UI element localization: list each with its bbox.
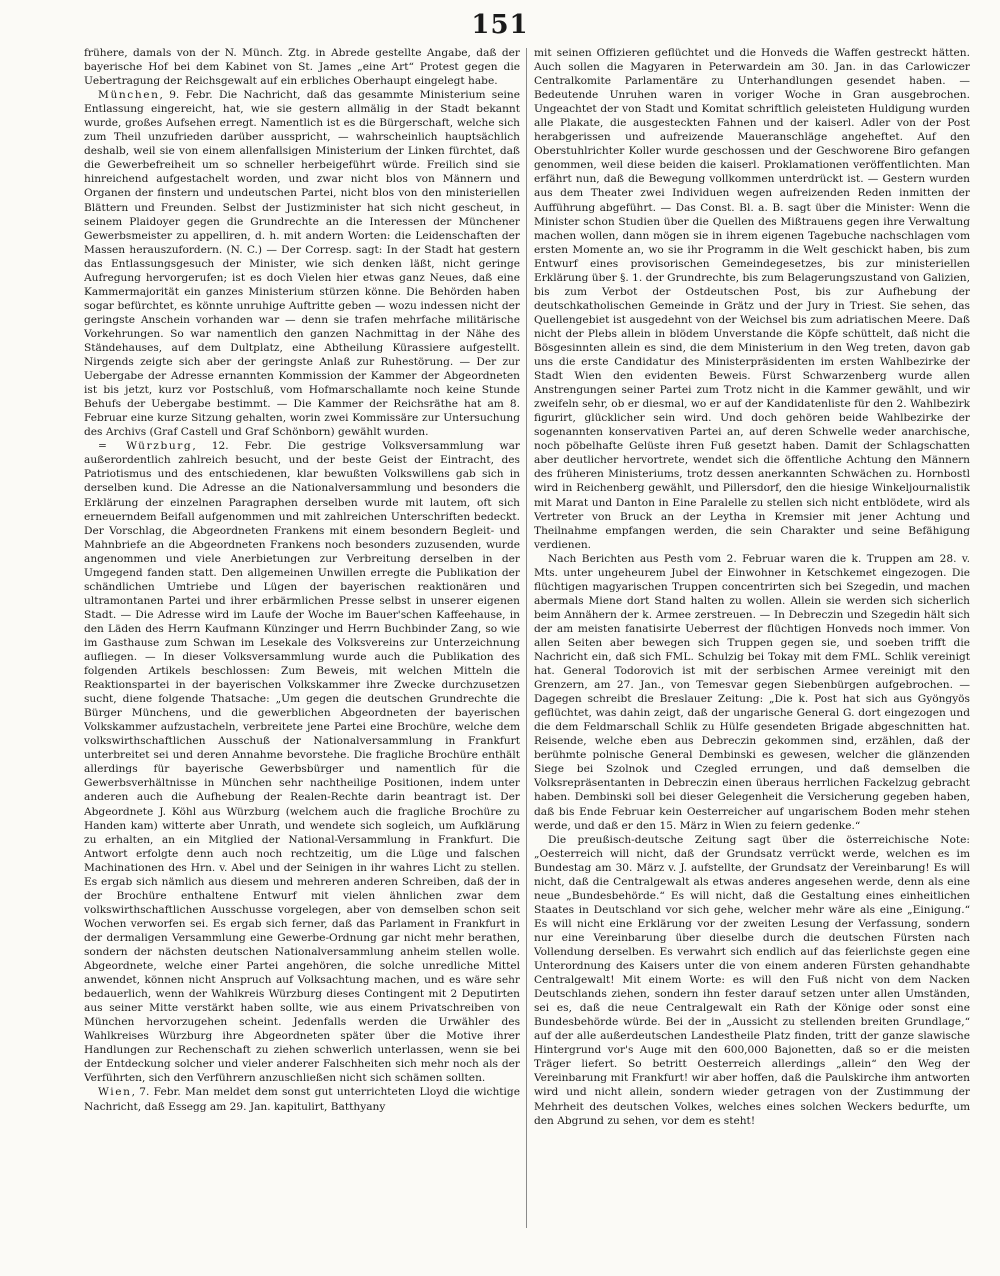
right-paragraph-2-text: Nach Berichten aus Pesth vom 2. Februar waren die k. Truppen am 28. v. Mts. unter ungeheurem Jubel der Einwohner in Ketschkemet eingezogen. Die flüchtigen magyarischen Truppen concentrirten sich bei Szegedin, und machen abermals Miene dort Stand halten zu wollen. Allein sie werden sich sicherlich beim Annähern der k. Armee zerstreuen. — In Debreczin und Szegedin hält sich der am meisten fanatisirte Ueberrest der flüchtigen Honveds noch immer. Von allen Seiten aber bewegen sich Truppen gegen sie, und soeben trifft die Nachricht ein, daß sich FML. Schulzig bei Tokay mit dem FML. Schlik vereinigt hat. General Todorovich ist mit der serbischen Armee vereinigt mit den Grenzern, am 27. Jan., von Temesvar gegen Siebenbürgen aufgebrochen. — Dagegen schreibt die Breslauer Zeitung: „Die k. Post hat sich aus Gyöngyös geflüchtet, was dahin zeigt, daß der ungarische General G. dort eingezogen und die dem Feldmarschall Schlik zu Hülfe gesendeten Brigade abgeschnitten hat. Reisende, welche eben aus Debreczin gekommen sind, erzählen, daß der berühmte polnische General Dembinski es gewesen, welcher die glänzenden Siege bei Szolnok und Czegled errungen, und daß demselben die Volksrepräsentanten in Debreczin einen überaus herrlichen Fackelzug gebracht haben. Dembinski soll bei dieser Gelegenheit die Versicherung gegeben haben, daß bis Ende Februar kein Oesterreicher auf ungarischem Boden mehr stehen werde, und daß er den 15. März in Wien zu feiern gedenke.“ <box>534 552 970 832</box>
right-paragraph-2 <box>534 552 970 833</box>
right-paragraph-3-text: Die preußisch-deutsche Zeitung sagt über die österreichische Note: „Oesterreich will nicht, daß der Grundsatz verrückt werde, welchen es im Bundestag am 30. März v. J. aufstellte, der Grundsatz der Vereinbarung! Es will nicht, daß die Centralgewalt als etwas anderes angesehen werde, denn als eine neue „Bundesbehörde.“ Es will nicht, daß die Gestaltung eines einheitlichen Staates in Deutschland vor sich gehe, welcher mehr wäre als eine „Einigung.“ Es will nicht eine Erklärung vor der zweiten Lesung der Verfassung, sondern nur eine Vereinbarung über dieselbe durch die deutschen Fürsten nach Vollendung derselben. Es verwahrt sich endlich auf das feierlichste gegen eine Unterordnung des Kaisers unter die von einem anderen Fürsten gehandhabte Centralgewalt! Mit einem Worte: es will den Fuß nicht von dem Nacken Deutschlands ziehen, sondern ihn fester darauf setzen unter allen Umständen, sei es, daß die neue Centralgewalt ein Rath der Könige oder sonst eine Bundesbehörde würde. Bei der in „Aussicht zu stellenden breiten Grundlage,“ auf der alle außerdeutschen Landestheile Platz finden, tritt der ganze slawische Hintergrund vor's Auge mit den 600,000 Bajonetten, daß so er die meisten Träger liefert. So betritt Oesterreich allerdings „allein“ den Weg der Vereinbarung mit Frankfurt! wir aber hoffen, daß die Paulskirche ihm antworten wird und nicht allein, sondern wieder getragen von der Zustimmung der Mehrheit des deutschen Volkes, welches eines solchen Weckers bedurfte, um den Abgrund zu sehen, vor dem es steht! <box>534 833 970 1127</box>
page-number: 151 <box>471 10 529 40</box>
left-column <box>84 46 520 1246</box>
dateline-place: = Würzburg <box>98 440 193 453</box>
right-paragraph-1-text: mit seinen Offizieren geflüchtet und die Honveds die Waffen gestreckt hätten. Auch sollen die Magyaren in Peterwardein am 30. Jan. in das Carlowiczer Centralkomite Parlamentäre zu Unterhandlungen gesendet haben. — Bedeutende Unruhen waren in voriger Woche in Gran ausgebrochen. Ungeachtet der von Stadt und Komitat schriftlich geleisteten Huldigung wurden alle Plakate, die ausgesteckten Fahnen und der kaiserl. Adler von der Post herabgerissen und aufreizende Maueranschläge angeheftet. Auf den Oberstuhlrichter Koller wurde geschossen und der Geschworene Biro gefangen genommen, weil diese beiden die kaiserl. Proklamationen veröffentlichten. Man erfährt nun, daß die Bewegung vollkommen unterdrückt ist. — Gestern wurden aus dem Theater zwei Individuen wegen aufreizenden Reden inmitten der Aufführung abgeführt. — Das Const. Bl. a. B. sagt über die Minister: Wenn die Minister schon Studien über die Quellen des Mißtrauens gegen ihre Verwaltung machen wollen, dann mögen sie in ihrem eigenen Tagebuche nachschlagen vom ersten Momente an, wo sie ihr Programm in die Welt geschickt haben, bis zum Entwurf eines provisorischen Gemeindegesetzes, bis zur ministeriellen Erklärung über §. 1. der Grundrechte, bis zum Belagerungszustand von Galizien, bis zum Verbot der Ostdeutschen Post, bis zur Aufhebung der deutschkatholischen Gemeinde in Grätz und der Jury in Triest. Sie sehen, das Quellengebiet ist ausgedehnt von der Weichsel bis zum adriatischen Meere. Daß nicht der Plebs allein in blödem Unverstande die Köpfe schüttelt, daß nicht die Bösgesinnten allein es sind, die dem Ministerium in den Weg treten, davon gab uns die erste Candidatur des Ministerpräsidenten im ersten Wahlbezirke der Stadt Wien den evidenten Beweis. Fürst Schwarzenberg wurde allen Anstrengungen seiner Partei zum Trotz nicht in die Kammer gewählt, und wir zweifeln sehr, ob er diesmal, wo er auf der Kandidatenliste für den 2. Wahlbezirk figurirt, glücklicher sein wird. Und doch gehören beide Wahlbezirke der sogenannten konservativen Partei an, auf deren Schwelle weder anarchische, noch pöbelhafte Gelüste ihren Fuß gesetzt haben. Damit der Schlagschatten aber deutlicher hervortrete, wendet sich die öffentliche Achtung den Männern des früheren Ministeriums, trotz dessen anerkannten Schwächen zu. Hornbostl wird in Reichenberg gewählt, und Pillersdorf, den die hiesige Winkeljournalistik mit Marat und Danton in Eine Paralelle zu stellen sich nicht entblödete, wird als Vertreter von Bruck an der Leytha in Kremsier mit jener Achtung und Theilnahme empfangen werden, die sein Charakter und seine Befähigung verdienen. <box>534 47 970 551</box>
left-paragraph-2 <box>84 88 520 439</box>
left-paragraph-4-text: , 7. Febr. Man meldet dem sonst gut unterrichteten Lloyd die wichtige Nachricht, daß Essegg am 29. Jan. kapitulirt, Batthyany <box>84 1086 520 1113</box>
dateline-place: Wien <box>98 1086 132 1099</box>
left-paragraph-1-text: frühere, damals von der N. Münch. Ztg. in Abrede gestellte Angabe, daß der bayerische Hof bei dem Kabinet von St. James „eine Art“ Protest gegen die Uebertragung der Reichsgewalt auf ein erbliches Oberhaupt eingelegt habe. <box>84 47 520 88</box>
left-paragraph-3-text: , 12. Febr. Die gestrige Volksversammlung war außerordentlich zahlreich besucht, und der beste Geist der Eintracht, des Patriotismus und des entschiedenen, klar bewußten Volkswillens gab sich in derselben kund. Die Adresse an die Nationalversammlung und besonders die Erklärung der einzelnen Paragraphen derselben wurde mit lautem, oft sich erneuerndem Beifall aufgenommen und mit zahlreichen Unterschriften bedeckt. Der Vorschlag, die Abgeordneten Frankens mit einem besondern Begleit- und Mahnbriefe an die Abgeordneten Frankens noch besonders zuzusenden, wurde angenommen und viele Anerbietungen zur Verbreitung derselben in der Umgegend fanden statt. Den allgemeinen Unwillen erregte die Publikation der schändlichen Umtriebe und Lügen der bayerischen reaktionären und ultramontanen Partei und ihrer erbärmlichen Presse selbst in unserer eigenen Stadt. — Die Adresse wird im Laufe der Woche im Bauer'schen Kaffeehause, in den Läden des Herrn Kaufmann Künzinger und Herrn Buchbinder Zang, so wie im Gasthause zum Schwan im Lesekale des Volksvereins zur Unterzeichnung aufliegen. — In dieser Volksversammlung wurde auch die Publikation des folgenden Artikels beschlossen: Zum Beweis, mit welchen Mitteln die Reaktionspartei in der bayerischen Volkskammer ihre Zwecke durchzusetzen sucht, diene folgende Thatsache: „Um gegen die deutschen Grundrechte die Bürger Münchens, und die gewerblichen Abgeordneten der bayerischen Volkskammer aufzustacheln, verbreitete jene Partei eine Brochüre, welche dem volkswirthschaftlichen Ausschuß der Nationalversammlung in Frankfurt unterbreitet sei und deren Annahme bevorstehe. Die fragliche Brochüre enthält allerdings für bayerische Gewerbsbürger und namentlich für die Gewerbsverhältnisse in München sehr nachtheilige Positionen, indem unter anderen auch die Aufhebung der Realen-Rechte darin beantragt ist. Der Abgeordnete J. Köhl aus Würzburg (welchem auch die fragliche Brochüre zu Handen kam) witterte aber Unrath, und wendete sich sogleich, um Aufklärung zu erhalten, an ein Mitglied der National-Versammlung in Frankfurt. Die Antwort erfolgte denn auch noch rechtzeitig, um die Lüge und falschen Machinationen des Hrn. v. Abel und der Seinigen in ihr wahres Licht zu stellen. Es ergab sich nämlich aus diesem und mehreren anderen Schreiben, daß der in der Brochüre enthaltene Entwurf mit vielen ähnlichen zwar dem volkswirthschaftlichen Ausschusse vorgelegen, aber von demselben schon seit Wochen verworfen sei. Es ergab sich ferner, daß das Parlament in Frankfurt in der dermaligen Versammlung eine Gewerbe-Ordnung gar nicht mehr berathen, sondern der nächsten deutschen Nationalversammlung anheim stellen wolle. Abgeordnete, welche einer Partei angehören, die solche unredliche Mittel anwendet, können nicht Anspruch auf Volksachtung machen, und es wäre sehr bedauerlich, wenn der Wahlkreis Würzburg dieses Contingent mit 2 Deputirten aus seiner Mitte verstärkt haben sollte, wie aus einem Privatschreiben von München hervorzugehen scheint. Jedenfalls werden die Urwähler des Wahlkreises Würzburg ihre Abgeordneten später über die Motive ihrer Handlungen zur Rechenschaft zu ziehen schwerlich unterlassen, wenn sie bei der Entdeckung solcher und vieler anderer Falschheiten sich mehr noch als der Verführten, sich den Verführern anzuschließen nicht sich schämen sollten. <box>84 440 520 1085</box>
left-paragraph-3 <box>84 439 520 1085</box>
left-paragraph-1 <box>84 46 520 88</box>
left-paragraph-4 <box>84 1085 520 1113</box>
left-paragraph-2-text: , 9. Febr. Die Nachricht, daß das gesammte Ministerium seine Entlassung eingereicht, hat, wie sie gestern allmälig in der Stadt bekannt wurde, großes Aufsehen erregt. Namentlich ist es die Bürgerschaft, welche sich zum Theil unzufrieden darüber ausspricht, — wahrscheinlich hauptsächlich deshalb, weil sie von einem allenfallsigen Ministerium der Linken fürchtet, daß die Gewerbefreiheit um so schneller herbeigeführt würde. Freilich sind sie hinreichend aufgestachelt worden, und zwar nicht blos von Männern und Organen der finstern und undeutschen Partei, nicht blos von den ministeriellen Blättern und Freunden. Selbst der Justizminister hat sich nicht gescheut, in seinem Plaidoyer gegen die Grundrechte an die Interessen der Münchener Gewerbsmeister zu appelliren, d. h. mit andern Worten: die Leidenschaften der Massen herauszufordern. (N. C.) — Der Corresp. sagt: In der Stadt hat gestern das Entlassungsgesuch der Minister, wie sich denken läßt, nicht geringe Aufregung hervorgerufen; ist es doch Vielen hier etwas ganz Neues, daß eine Kammermajorität ein ganzes Ministerium stürzen könne. Die Behörden haben sogar befürchtet, es könnte unruhige Auftritte geben — wozu indessen nicht der geringste Anschein vorhanden war — denn sie trafen mehrfache militärische Vorkehrungen. So war namentlich den ganzen Nachmittag in der Nähe des Ständehauses, auf dem Dultplatz, eine Abtheilung Kürassiere aufgestellt. Nirgends zeigte sich aber der geringste Anlaß zur Ruhestörung. — Der zur Uebergabe der Adresse ernannten Kommission der Kammer der Abgeordneten ist bis jetzt, kurz vor Postschluß, vom Hofmarschallamte noch keine Stunde Behufs der Uebergabe bestimmt. — Die Kammer der Reichsräthe hat am 8. Februar eine kurze Sitzung gehalten, worin zwei Kommissäre zur Untersuchung des Archivs (Graf Castell und Graf Schönborn) gewählt wurden. <box>84 89 520 439</box>
column-divider <box>526 48 527 1228</box>
right-paragraph-3 <box>534 833 970 1128</box>
right-column <box>534 46 970 1246</box>
dateline-place: München <box>98 89 160 102</box>
right-paragraph-1 <box>534 46 970 552</box>
